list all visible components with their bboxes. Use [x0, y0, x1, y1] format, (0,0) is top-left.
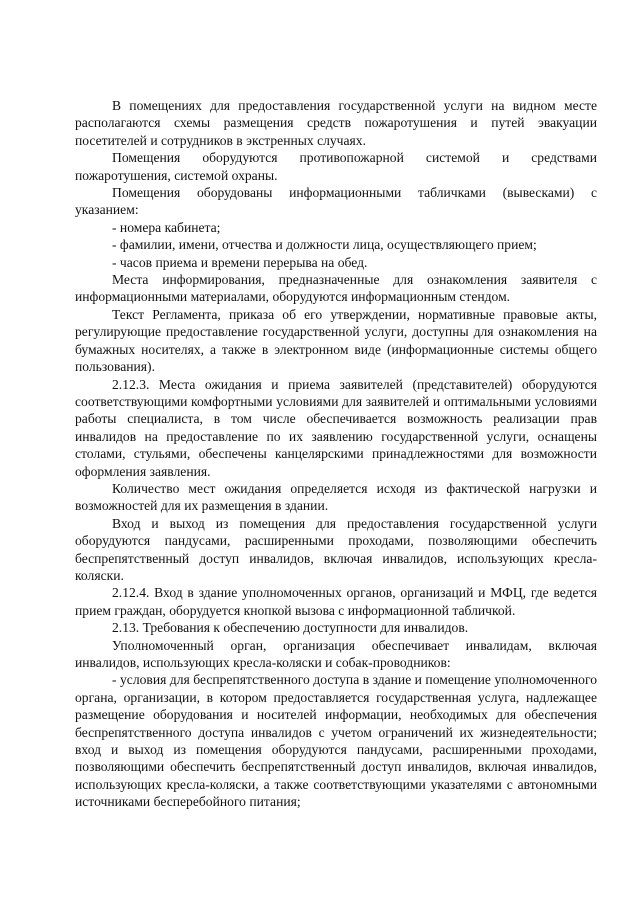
paragraph-evacuation-schemes: В помещениях для предоставления государственной услуги на видном месте располагаются схемы размещения средств пожаротушения и путей эвакуации посетителей и сотрудников в экстренных случаях. — [75, 98, 597, 148]
paragraph-fire-system: Помещения оборудуются противопожарной системой и средствами пожаротушения, системой охраны. — [75, 150, 597, 183]
paragraph-section-2-13: 2.13. Требования к обеспечению доступности для инвалидов. — [112, 620, 469, 636]
list-item-access-conditions: - условия для беспрепятственного доступа в здание и помещение уполномоченного органа, организации, в котором предоставляется государственная услуга, надлежащее размещение оборудования и носителей информации, необходимых для обеспечения беспрепятственного доступа инвалидов с учетом ограничений их жизнедеятельности; вход и выход из помещения оборудуются пандусами, расширенными проходами, позволяющими обеспечить беспрепятственный доступ инвалидов, включая инвалидов, использующих кресла-коляски, а также соответствующими указателями с автономными источниками бесперебойного питания; — [75, 672, 597, 810]
list-item-office-number: - номера кабинета; — [112, 219, 221, 235]
document-body — [75, 97, 597, 811]
list-item-official-name: - фамилии, имени, отчества и должности лица, осуществляющего прием; — [112, 237, 537, 253]
paragraph-section-2-12-3: 2.12.3. Места ожидания и приема заявителей (представителей) оборудуются соответствующими комфортными условиями для заявителей и оптимальными условиями работы специалиста, в том числе обеспечивается возможность реализации прав инвалидов на предоставление по их заявлению государственной услуги, оснащены столами, стульями, обеспечены канцелярскими принадлежностями для возможности оформления заявления. — [75, 376, 597, 479]
paragraph-info-signs: Помещения оборудованы информационными табличками (вывесками) с указанием: — [75, 185, 597, 218]
list-item-reception-hours: - часов приема и времени перерыва на обед. — [112, 254, 368, 270]
paragraph-entrance-ramps: Вход и выход из помещения для предоставления государственной услуги оборудуются пандусами, расширенными проходами, позволяющими обеспечить беспрепятственный доступ инвалидов, включая инвалидов, использующих кресла-коляски. — [75, 515, 597, 583]
paragraph-info-stand: Места информирования, предназначенные для ознакомления заявителя с информационными материалами, оборудуются информационным стендом. — [75, 272, 597, 305]
paragraph-waiting-places: Количество мест ожидания определяется исходя из фактической нагрузки и возможностей для их размещения в здании. — [75, 480, 597, 514]
paragraph-regulation-text: Текст Регламента, приказа об его утверждении, нормативные правовые акты, регулирующие предоставление государственной услуги, доступны для ознакомления на бумажных носителях, а также в электронном виде (информационные системы общего пользования). — [75, 306, 597, 375]
paragraph-authority-provides: Уполномоченный орган, организация обеспечивает инвалидам, включая инвалидов, использующих кресла-коляски и собак-проводников: — [75, 637, 597, 670]
paragraph-section-2-12-4: 2.12.4. Вход в здание уполномоченных органов, организаций и МФЦ, где ведется прием граждан, оборудуется кнопкой вызова с информационной табличкой. — [75, 585, 597, 618]
